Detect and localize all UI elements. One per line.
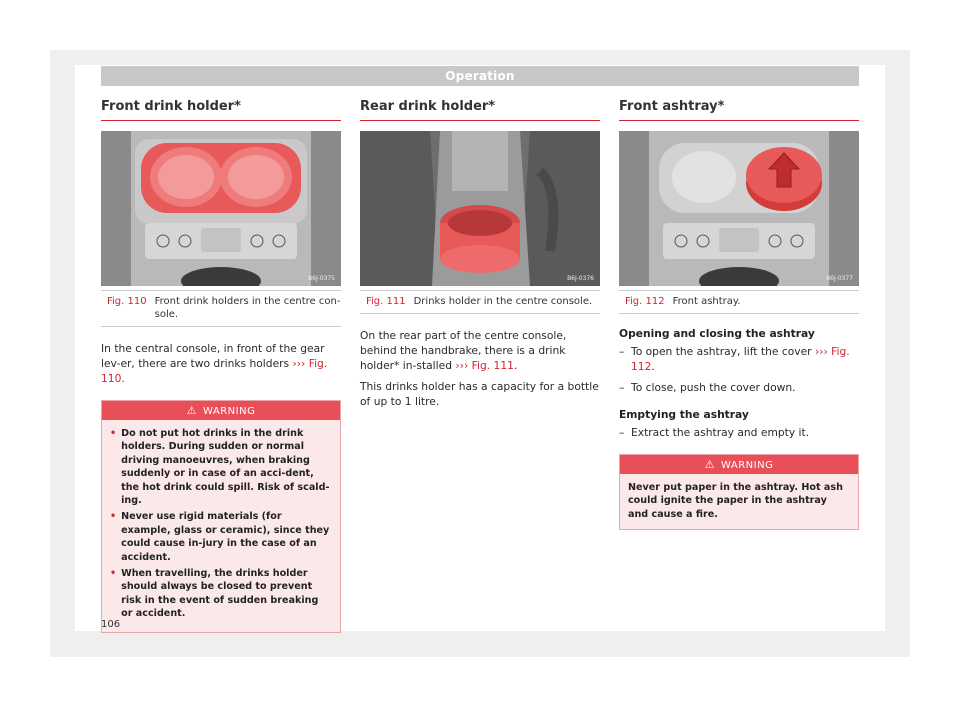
- warning-item-text: Do not put hot drinks in the drink holders. During sudden or normal driving manoeuvres, when braking suddenly or in case of an acci-dent, the hot drink could spill. Risk of scald-ing.: [121, 428, 330, 507]
- warning-box: [101, 400, 341, 633]
- step-text: To close, push the cover down.: [631, 381, 796, 394]
- warning-label: WARNING: [721, 460, 774, 471]
- step-text: .: [651, 360, 655, 373]
- body-text-part: In the central console, in front of the gear lev-er, there are two drinks holders: [101, 342, 325, 370]
- caption-label: Fig. 112: [625, 296, 665, 307]
- warning-triangle-icon: ⚠: [704, 458, 716, 471]
- front-ashtray-illustration: [619, 131, 859, 286]
- body-text-part: On the rear part of the centre console, behind the handbrake, there is a drink holder* in-stalled: [360, 329, 567, 372]
- warning-item: [110, 427, 332, 507]
- caption-label: Fig. 110: [107, 296, 147, 307]
- dash-bullet: –: [619, 426, 625, 439]
- section-title: Front ashtray*: [619, 96, 859, 121]
- body-paragraph: This drinks holder has a capacity for a bottle of up to 1 litre.: [360, 380, 599, 408]
- step-item: [619, 380, 859, 395]
- warning-triangle-icon: ⚠: [186, 404, 198, 417]
- figure-code: B6J-0377: [826, 275, 853, 282]
- figure-code: B6J-0375: [308, 275, 335, 282]
- column-front-ashtray: [619, 96, 859, 530]
- page-number: 106: [101, 619, 121, 630]
- figure-reference-link[interactable]: ››› Fig. 112: [631, 345, 850, 373]
- body-text: [101, 341, 341, 386]
- figure-caption: [619, 290, 859, 314]
- body-text-part: .: [121, 372, 125, 385]
- figure-front-drink-holder: [101, 131, 341, 286]
- warning-header: [620, 455, 858, 474]
- warning-label: WARNING: [203, 406, 256, 417]
- figure-reference-link[interactable]: ››› Fig. 111: [455, 359, 514, 372]
- step-item: [619, 344, 859, 374]
- caption-text: Front ashtray.: [672, 296, 741, 307]
- warning-body: [620, 474, 858, 529]
- warning-item: [110, 567, 332, 621]
- caption-text: Front drink holders in the centre con-sole.: [154, 296, 341, 320]
- body-text-part: .: [513, 359, 518, 372]
- warning-box: [619, 454, 859, 530]
- column-rear-drink-holder: [360, 96, 600, 415]
- bullet-icon: •: [110, 568, 117, 580]
- figure-rear-drink-holder: [360, 131, 600, 286]
- step-item: [619, 425, 859, 440]
- warning-body: [102, 420, 340, 632]
- figure-front-ashtray: [619, 131, 859, 286]
- bullet-icon: •: [110, 428, 117, 439]
- warning-text: Never put paper in the ashtray. Hot ash could ignite the paper in the ashtray and cause a fire.: [628, 482, 843, 520]
- warning-item-text: Never use rigid materials (for example, glass or ceramic), since they could cause in-jury in the case of an accident.: [121, 511, 330, 563]
- figure-code: B6J-0376: [567, 275, 594, 282]
- figure-caption: [360, 290, 600, 314]
- warning-item-text: When travelling, the drinks holder should always be closed to prevent risk in the event of sudden breaking or accident.: [121, 568, 319, 620]
- body-text: [360, 328, 600, 409]
- dash-bullet: –: [619, 345, 625, 358]
- subheading-emptying: Emptying the ashtray: [619, 408, 749, 421]
- section-title: Front drink holder*: [101, 96, 341, 121]
- step-text: To open the ashtray, lift the cover: [631, 345, 815, 358]
- figure-caption: [101, 290, 341, 327]
- step-text: Extract the ashtray and empty it.: [631, 426, 810, 439]
- front-drink-holder-illustration: [101, 131, 341, 286]
- warning-header: [102, 401, 340, 420]
- caption-label: Fig. 111: [366, 296, 406, 307]
- chapter-header: Operation: [101, 66, 859, 86]
- figure-reference-link[interactable]: ››› Fig. 110: [101, 357, 328, 385]
- rear-drink-holder-illustration: [360, 131, 600, 286]
- caption-text: Drinks holder in the centre console.: [413, 296, 593, 307]
- column-front-drink-holder: [101, 96, 341, 633]
- dash-bullet: –: [619, 381, 625, 394]
- section-title: Rear drink holder*: [360, 96, 600, 121]
- warning-item: [110, 510, 332, 564]
- subheading-opening-closing: Opening and closing the ashtray: [619, 327, 815, 340]
- bullet-icon: •: [110, 511, 117, 523]
